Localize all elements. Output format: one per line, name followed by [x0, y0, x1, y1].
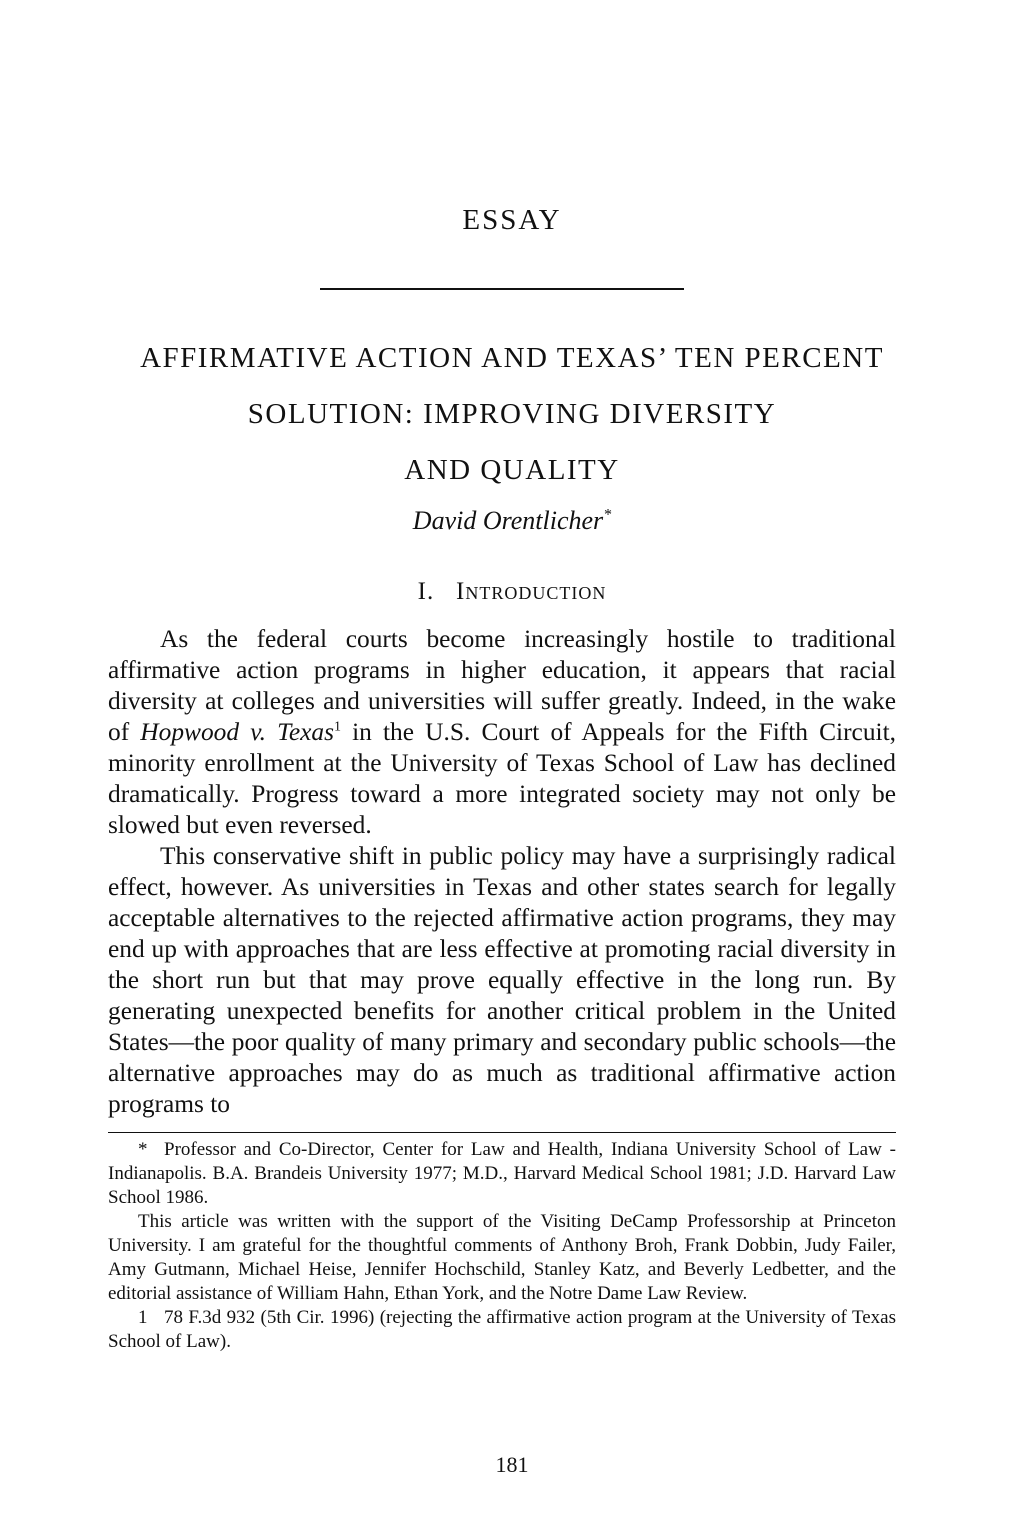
case-citation-hopwood: Hopwood v. Texas [140, 718, 334, 746]
author-name: David Orentlicher [412, 506, 604, 535]
title-line-2: SOLUTION: IMPROVING DIVERSITY [247, 398, 777, 430]
paragraph-1-text-b: in the U.S. Court of Appeals for the Fifth Circuit, minority enrollment at the University of Texas School of Law has declined dramatically. Progress toward a more integrated society may not only be slowed but even reversed. [108, 718, 896, 839]
section-number: I. [417, 578, 435, 605]
section-label: ESSAY [462, 204, 562, 236]
footnote-author-text: Professor and Co-Director, Center for Law and Health, Indiana University School of Law - Indianapolis. B.A. Brandeis University 1977; M.D., Harvard Medical School 1981; J.D. Harvard Law School 1986. [108, 1139, 896, 1208]
author-byline [0, 506, 1024, 536]
title-divider [320, 288, 684, 290]
footnote-ref-1: 1 [333, 719, 341, 735]
section-title: Introduction [456, 578, 607, 605]
title-line-1: AFFIRMATIVE ACTION AND TEXAS’ TEN PERCENT [140, 342, 884, 374]
footnote-star-mark: * [138, 1139, 148, 1160]
body-text [108, 624, 896, 1120]
paragraph-1 [108, 624, 896, 841]
paragraph-1-text-a: As the federal courts become increasingly hostile to traditional affirmative action programs in higher education, it appears that racial diversity at colleges and universities will suffer greatly. Indeed, in the wake of [108, 625, 896, 746]
footnote-author [108, 1138, 896, 1210]
paragraph-2: This conservative shift in public policy may have a surprisingly radical effect, however. As universities in Texas and other states search for legally acceptable alternatives to the rejected affirmative action programs, they may end up with approaches that are less effective at promoting racial diversity in the short run but that may prove equally effective in the long run. By generating unexpected benefits for another critical problem in the United States—the poor quality of many primary and secondary public schools—the alternative approaches may do as much as traditional affirmative action programs to [108, 842, 896, 1118]
footnotes [108, 1138, 896, 1354]
footnote-1 [108, 1306, 896, 1354]
title-line-3: AND QUALITY [404, 454, 620, 486]
page-number: 181 [495, 1452, 529, 1477]
article-title [60, 330, 964, 498]
footnote-acknowledgment: This article was written with the support of the Visiting DeCamp Professorship at Princeton University. I am grateful for the thoughtful comments of Anthony Broh, Frank Dobbin, Judy Failer, Amy Gutmann, Michael Heise, Jennifer Hochschild, Stanley Katz, and Beverly Ledbetter, and the editorial assistance of William Hahn, Ethan York, and the Notre Dame Law Review. [108, 1211, 896, 1304]
footnote-divider [108, 1132, 896, 1133]
author-footnote-mark: * [603, 506, 612, 524]
section-heading [0, 578, 1024, 606]
footnote-1-text: 78 F.3d 932 (5th Cir. 1996) (rejecting the affirmative action program at the University of Texas School of Law). [108, 1307, 896, 1352]
footnote-1-mark: 1 [138, 1307, 148, 1328]
